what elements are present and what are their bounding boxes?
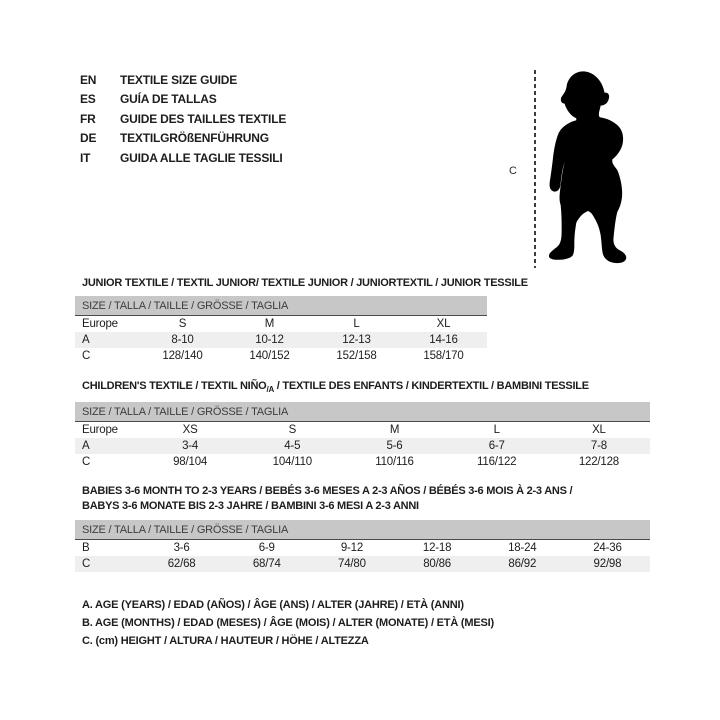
children-table-title <box>82 380 650 396</box>
table-row-age <box>75 438 650 454</box>
size-cell: M <box>264 318 275 330</box>
row-label: C <box>82 456 91 469</box>
age-cell: 6-7 <box>488 440 505 453</box>
size-cell: XL <box>436 318 451 330</box>
row-label: C <box>82 350 91 362</box>
size-cell: XS <box>182 424 198 437</box>
size-cell: S <box>178 318 187 330</box>
table-row-height <box>75 348 487 364</box>
height-cell: 74/80 <box>338 558 366 570</box>
size-cell: XL <box>592 424 606 437</box>
height-cell: 110/116 <box>375 456 414 469</box>
height-cell: 98/104 <box>173 456 208 469</box>
footnote-a: A. AGE (YEARS) / EDAD (AÑOS) / ÂGE (ANS) / ALTER (JAHRE) / ETÀ (ANNI) <box>82 599 464 611</box>
language-row-en <box>80 70 286 90</box>
age-cell: 10-12 <box>255 334 284 346</box>
language-code: EN <box>80 72 97 87</box>
age-cell: 3-4 <box>182 440 199 453</box>
language-row-es <box>80 90 286 110</box>
height-measure-label: C <box>509 165 517 177</box>
height-cell: 128/140 <box>162 350 203 362</box>
language-label: GUIDE DES TAILLES TEXTILE <box>120 111 287 126</box>
language-row-de <box>80 129 286 149</box>
months-cell: 12-18 <box>422 542 452 554</box>
height-cell: 116/122 <box>477 456 517 469</box>
height-cell: 152/158 <box>336 350 377 362</box>
height-cell: 158/170 <box>423 350 464 362</box>
height-cell: 62/68 <box>167 558 196 570</box>
size-cell: L <box>493 424 500 437</box>
row-label: Europe <box>82 424 118 437</box>
children-textile-section <box>75 380 650 470</box>
language-label: TEXTILE SIZE GUIDE <box>120 72 238 87</box>
table-row-months <box>75 540 650 556</box>
months-cell: 18-24 <box>508 542 537 554</box>
language-list <box>80 70 286 168</box>
row-label: B <box>82 542 90 554</box>
height-cell: 140/152 <box>249 350 290 362</box>
height-cell: 68/74 <box>252 558 281 570</box>
row-label: C <box>82 558 91 570</box>
size-cell: S <box>288 424 297 437</box>
language-code: ES <box>80 92 96 107</box>
toddler-silhouette <box>547 69 629 269</box>
title-text: / TEXTILE DES ENFANTS / KINDERTEXTIL / BAMBINI TESSILE <box>273 380 589 392</box>
language-row-it <box>80 148 286 168</box>
footnote-legend <box>75 596 494 650</box>
footnote-c: C. (cm) HEIGHT / ALTURA / HAUTEUR / HÖHE / ALTEZZA <box>82 635 369 647</box>
age-cell: 4-5 <box>284 440 301 453</box>
row-label: Europe <box>82 318 118 330</box>
title-line-1: BABIES 3-6 MONTH TO 2-3 YEARS / BEBÉS 3-6 MESES A 2-3 AÑOS / BÉBÉS 3-6 MOIS À 2-3 ANS / <box>82 485 573 497</box>
height-cell: 104/110 <box>272 456 312 469</box>
size-header-bar: SIZE / TALLA / TAILLE / GRÖSSE / TAGLIA <box>75 520 650 540</box>
title-text: CHILDREN'S TEXTILE / TEXTIL NIÑO <box>82 380 267 392</box>
months-cell: 24-36 <box>593 542 622 554</box>
age-cell: 12-13 <box>342 334 371 346</box>
size-header-bar: SIZE / TALLA / TAILLE / GRÖSSE / TAGLIA <box>75 402 650 422</box>
height-measurement-dashed-line <box>534 70 536 268</box>
age-cell: 8-10 <box>171 334 194 346</box>
language-label: TEXTILGRÖßENFÜHRUNG <box>120 131 269 146</box>
footnote-b: B. AGE (MONTHS) / EDAD (MESES) / ÂGE (MOIS) / ALTER (MONATE) / ETÀ (MESI) <box>82 617 494 629</box>
language-label: GUIDA ALLE TAGLIE TESSILI <box>120 150 283 165</box>
height-cell: 92/98 <box>593 558 622 570</box>
junior-table-title: JUNIOR TEXTILE / TEXTIL JUNIOR/ TEXTILE JUNIOR / JUNIORTEXTIL / JUNIOR TESSILE <box>82 277 528 289</box>
age-cell: 5-6 <box>386 440 403 453</box>
months-cell: 6-9 <box>258 542 275 554</box>
junior-textile-section <box>75 277 528 364</box>
language-code: IT <box>80 150 91 165</box>
language-code: FR <box>80 111 96 126</box>
language-row-fr <box>80 109 286 129</box>
size-cell: M <box>389 424 400 437</box>
babies-textile-section <box>75 484 650 572</box>
table-row-height <box>75 556 650 572</box>
title-line-2: BABYS 3-6 MONATE BIS 2-3 JAHRE / BAMBINI 3-6 MESI A 2-3 ANNI <box>82 500 419 512</box>
age-cell: 7-8 <box>590 440 607 453</box>
language-code: DE <box>80 131 97 146</box>
size-header-bar: SIZE / TALLA / TAILLE / GRÖSSE / TAGLIA <box>75 296 487 316</box>
height-cell: 122/128 <box>578 456 619 469</box>
height-cell: 80/86 <box>423 558 451 570</box>
months-cell: 9-12 <box>340 542 364 554</box>
months-cell: 3-6 <box>173 542 190 554</box>
table-row-age <box>75 332 487 348</box>
row-label: A <box>82 334 90 346</box>
table-row-height <box>75 454 650 470</box>
language-label: GUÍA DE TALLAS <box>120 92 217 107</box>
table-row-europe <box>75 316 487 332</box>
age-cell: 14-16 <box>429 334 458 346</box>
height-cell: 86/92 <box>508 558 537 570</box>
table-row-europe <box>75 422 650 438</box>
size-cell: L <box>353 318 360 330</box>
title-subscript: /A <box>266 385 274 395</box>
babies-table-title <box>75 484 650 514</box>
row-label: A <box>82 440 90 453</box>
